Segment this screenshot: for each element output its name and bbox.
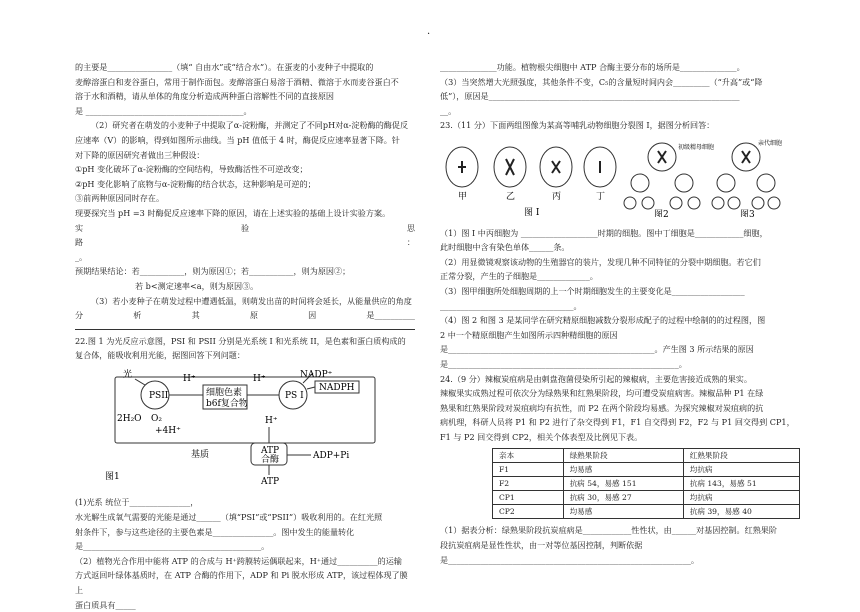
text-line: ②pH 变化影响了底物与α-淀粉酶的结合状态，这种影响是可逆的； — [75, 178, 316, 189]
results-table — [492, 448, 800, 519]
text-line: 是_________________________________________________________。 — [440, 358, 687, 369]
text-line: (1)光系 统位于_______________， — [75, 497, 199, 508]
table-cell: 均易感 — [563, 505, 683, 519]
page-top-mark: · — [427, 29, 431, 40]
figure-i-caption: 图 I — [524, 207, 540, 217]
text-line: （2）研究者在萌发的小麦种子中提取了α-淀粉酶，并测定了不同pH对α-淀粉酶的酶促反 — [91, 120, 409, 131]
idea-line — [75, 221, 415, 236]
text-line: 蛋白质具有_____ — [75, 599, 136, 610]
question-23: 23.（11 分）下面两组图像为某高等哺乳动物细胞分裂图 I，据图分析回答： — [440, 120, 715, 131]
table-cell: 均易感 — [563, 463, 683, 477]
text-line: 是___________________________________________________。产生图 3 所示结果的原因 — [440, 344, 754, 355]
word: 因 — [308, 310, 317, 321]
figure-1-caption: 图1 — [105, 471, 120, 482]
figure-1-light-reaction — [75, 367, 415, 492]
expected-result-2: 若 b<测定速率<a，则为原因③。 — [135, 280, 259, 291]
fig2-gamete — [642, 197, 654, 209]
fig3-gamete — [752, 197, 764, 209]
h-label-2: H⁺ — [253, 373, 266, 384]
figure-1-svg — [75, 367, 405, 487]
text-line: （2）用显微镜观察该动物的生殖器官的装片，发现几种不同特征的分裂中期细胞。若它们 — [440, 256, 761, 267]
arrow-psi-nadph — [307, 387, 315, 389]
fig3-cell — [757, 174, 775, 192]
text-line: _。 — [75, 251, 88, 262]
table-cell: 均抗病 — [683, 463, 799, 477]
text-line: 2 中一个精原细胞产生如图所示四种精细胞的原因 — [440, 329, 618, 340]
figure-2-caption: 图2 — [654, 209, 669, 217]
right-column — [440, 60, 800, 567]
nadph-label: NADPH — [319, 382, 355, 393]
table-cell: 均抗病 — [683, 491, 799, 505]
q3-words — [75, 308, 415, 323]
water-label: 2H₂O — [117, 413, 142, 424]
word: 分 — [75, 310, 84, 321]
stroma-label: 基质 — [191, 449, 210, 460]
fig2-cell — [675, 174, 693, 192]
fig3-label: 亲代细胞 — [758, 139, 783, 147]
cell-division-svg — [440, 137, 800, 217]
cell-label-ding: 丁 — [596, 191, 606, 202]
light-label: 光 — [123, 369, 133, 380]
text-line: （1）图 I 中丙细胞为 ___________________时期的细胞。图中丁细胞是____________细胞， — [440, 227, 768, 238]
table-cell: F1 — [493, 463, 564, 477]
text-line: 辣椒果实成熟过程可依次分为绿熟果和红熟果阶段，均可遭受炭疽病害。辣椒品种 P1 在绿 — [440, 388, 764, 399]
idea-word: 思 — [406, 222, 415, 233]
fig2-label: 初级精母细胞 — [678, 143, 715, 151]
h4-label: +4H⁺ — [155, 425, 181, 436]
question-3: （3）若小麦种子在萌发过程中遭遇低温，则萌发出苗的时间将会延长，从能量供应的角度 — [91, 295, 412, 306]
fig3-gamete — [728, 197, 740, 209]
table-row — [493, 505, 800, 519]
text-line: 射条件下，参与这些途径的主要色素是_______________。图中发生的能量转化 — [75, 526, 355, 537]
text-line: ①pH 变化破坏了α-淀粉酶的空间结构，导致酶活性不可逆改变； — [75, 164, 308, 175]
word: 析 — [133, 310, 142, 321]
table-cell: 抗病 30，易感 27 — [563, 491, 683, 505]
left-column — [75, 60, 415, 612]
fig2-gamete — [688, 197, 700, 209]
idea-word: 路 — [75, 237, 84, 248]
table-row — [493, 491, 800, 505]
text-line: 是____________________________________________________________。 — [440, 554, 700, 565]
word: 原 — [249, 310, 258, 321]
cell-label-yi: 乙 — [506, 191, 516, 202]
oxygen-label: O₂ — [151, 413, 162, 424]
idea-word: 实 — [75, 222, 84, 233]
answer-rule — [75, 323, 415, 330]
text-line: 应速率（V）的影响，得到如图所示曲线。当 pH 值低于 4 时，酶促反应速率显著下降。针 — [75, 134, 400, 145]
fig3-gamete — [768, 197, 780, 209]
psi-label: PS I — [285, 390, 304, 401]
table-row — [493, 477, 800, 491]
text-line: 水光解生成氧气需要的光能是通过______（填“PSI”或“PSII”）吸收利用的。在红光照 — [75, 512, 383, 523]
text-line: （2）植物光合作用中能将 ATP 的合成与 H⁺跨膜转运偶联起来，H⁺通过__________的运输 — [75, 555, 402, 566]
h-label-3: H⁺ — [265, 415, 278, 426]
pigment-label: 细胞色素 — [206, 387, 243, 398]
idea-line-2 — [75, 235, 415, 250]
atp-out-label: ATP — [261, 476, 280, 487]
synthase-label: 合酶 — [261, 454, 280, 465]
fig2-gamete — [624, 197, 636, 209]
light-arrow-1 — [135, 379, 145, 385]
text-line: __。 — [440, 105, 457, 116]
text-line: 方式返回叶绿体基质时，在 ATP 合酶的作用下，ADP 和 Pi 脱水形成 ATP，该过程体现了膜上 — [75, 570, 408, 596]
text-line: ______________功能。植物根尖细胞中 ATP 合酶主要分布的场所是______________。 — [440, 62, 745, 72]
h-label: H⁺ — [183, 373, 196, 384]
table-header: 亲本 — [493, 449, 564, 463]
figure-cell-division — [440, 137, 800, 222]
text-line: _________________________________。 — [440, 300, 582, 311]
complex-label: b6f复合物 — [206, 398, 248, 409]
cell-label-jia: 甲 — [458, 191, 468, 202]
table-header: 绿熟果阶段 — [563, 449, 683, 463]
chromosome — [742, 151, 750, 163]
table-cell: CP2 — [493, 505, 564, 519]
fig2-cell — [631, 174, 649, 192]
idea-word: ： — [406, 237, 415, 248]
word: 是__________ — [366, 310, 415, 321]
question-24: 24.（9 分）辣椒炭疽病是由刺盘孢菌侵染所引起的辣椒病，主要危害接近成熟的果实。 — [440, 373, 752, 384]
text-line: 麦醇溶蛋白和麦谷蛋白，常用于制作面包。麦醇溶蛋白易溶于酒精、微溶于水而麦谷蛋白不 — [75, 76, 399, 87]
table-header: 红熟果阶段 — [683, 449, 799, 463]
text-line: （1）据表分析：绿熟果阶段抗炭疽病是____________性性状，由______对基因控制。红熟果阶 — [440, 525, 777, 536]
question-22-line-2: 复合体，能吸收利用光能，据图回答下列问题： — [75, 350, 245, 361]
text-line: （3）图甲细胞所处细胞周期的上一个时期细胞发生的主要变化是__________________ — [440, 285, 745, 296]
text-line: 此时细胞中含有染色单体______条。 — [440, 242, 570, 253]
fig3-gamete — [712, 197, 724, 209]
text-line: 段抗炭疽病是显性性状，由一对等位基因控制，判断依据 — [440, 540, 643, 551]
expected-result: 预期结果结论：若___________，则为原因①；若___________，则为原因②； — [75, 266, 351, 277]
idea-word: 验 — [240, 222, 250, 233]
text-line: 现要探究当 pH =3 时酶促反应速率下降的原因，请在上述实验的基础上设计实验方案。 — [75, 207, 391, 218]
table-row — [493, 463, 800, 477]
text-line: （4）图 2 和图 3 是某同学在研究精原细胞减数分裂形成配子的过程中绘制的的过程图，图 — [440, 315, 766, 326]
text-line: 熟果和红熟果阶段对炭疽病均有抗性，而 P2 在两个阶段均易感。为探究辣椒对炭疽病的抗 — [440, 402, 764, 413]
table-cell: 抗病 54，易感 151 — [563, 477, 683, 491]
text-line: （3）当突然增大光照强度，其他条件不变，C₅的含量短时间内会_________（“升高”或“降 — [440, 76, 763, 87]
table-cell: 抗病 143，易感 51 — [683, 477, 799, 491]
question-22: 22.图 1 为光反应示意图，PSI 和 PSII 分别是光系统 I 和光系统 II，是色素和蛋白质构成的 — [75, 335, 406, 346]
table-cell: CP1 — [493, 491, 564, 505]
cell-label-bing: 丙 — [552, 191, 562, 202]
chromosome — [506, 159, 514, 175]
text-line: ③前两种原因同时存在。 — [75, 193, 165, 204]
text-line: 的主要是________________（填“ 自由水”或“结合水”）。在蛋麦的小麦种子中提取的 — [75, 62, 374, 72]
text-line: 对下降的原因研究者做出三种假设： — [75, 149, 205, 160]
chromosome — [658, 151, 666, 163]
psii-label: PSII — [149, 390, 169, 401]
chromosome — [552, 161, 560, 173]
figure-3-caption: 图3 — [740, 209, 755, 217]
fig3-cell — [717, 174, 735, 192]
text-line: 正常分裂，产生的子细胞是_____________。 — [440, 271, 598, 282]
table-cell: F2 — [493, 477, 564, 491]
nadp-label: NADP⁺ — [300, 369, 333, 380]
table-header-row — [493, 449, 800, 463]
text-line: 是 _______________________________________。 — [75, 105, 252, 116]
table-cell: 抗病 39，易感 40 — [683, 505, 799, 519]
text-line: 低”），原因是______________________________________________________________ — [440, 91, 740, 102]
word: 其 — [191, 310, 200, 321]
text-line: 病机理，科研人员将 P1 和 P2 进行了杂交得到 F1，F1 自交得到 F2，F2 与 P1 回交得到 CP1， — [440, 417, 795, 428]
text-line: F1 与 P2 回交得到 CP2，相关个体表型及比例见下表。 — [440, 431, 643, 442]
fig2-gamete — [670, 197, 682, 209]
text-line: 是____________________________________________。 — [75, 541, 270, 552]
adp-label: ADP+Pi — [313, 450, 350, 461]
atp-label: ATP — [261, 445, 280, 456]
chromosome — [458, 161, 466, 173]
text-line: 溶于水和酒精，请从单体的角度分析造成两种蛋白溶解性不同的直接原因 — [75, 91, 335, 102]
